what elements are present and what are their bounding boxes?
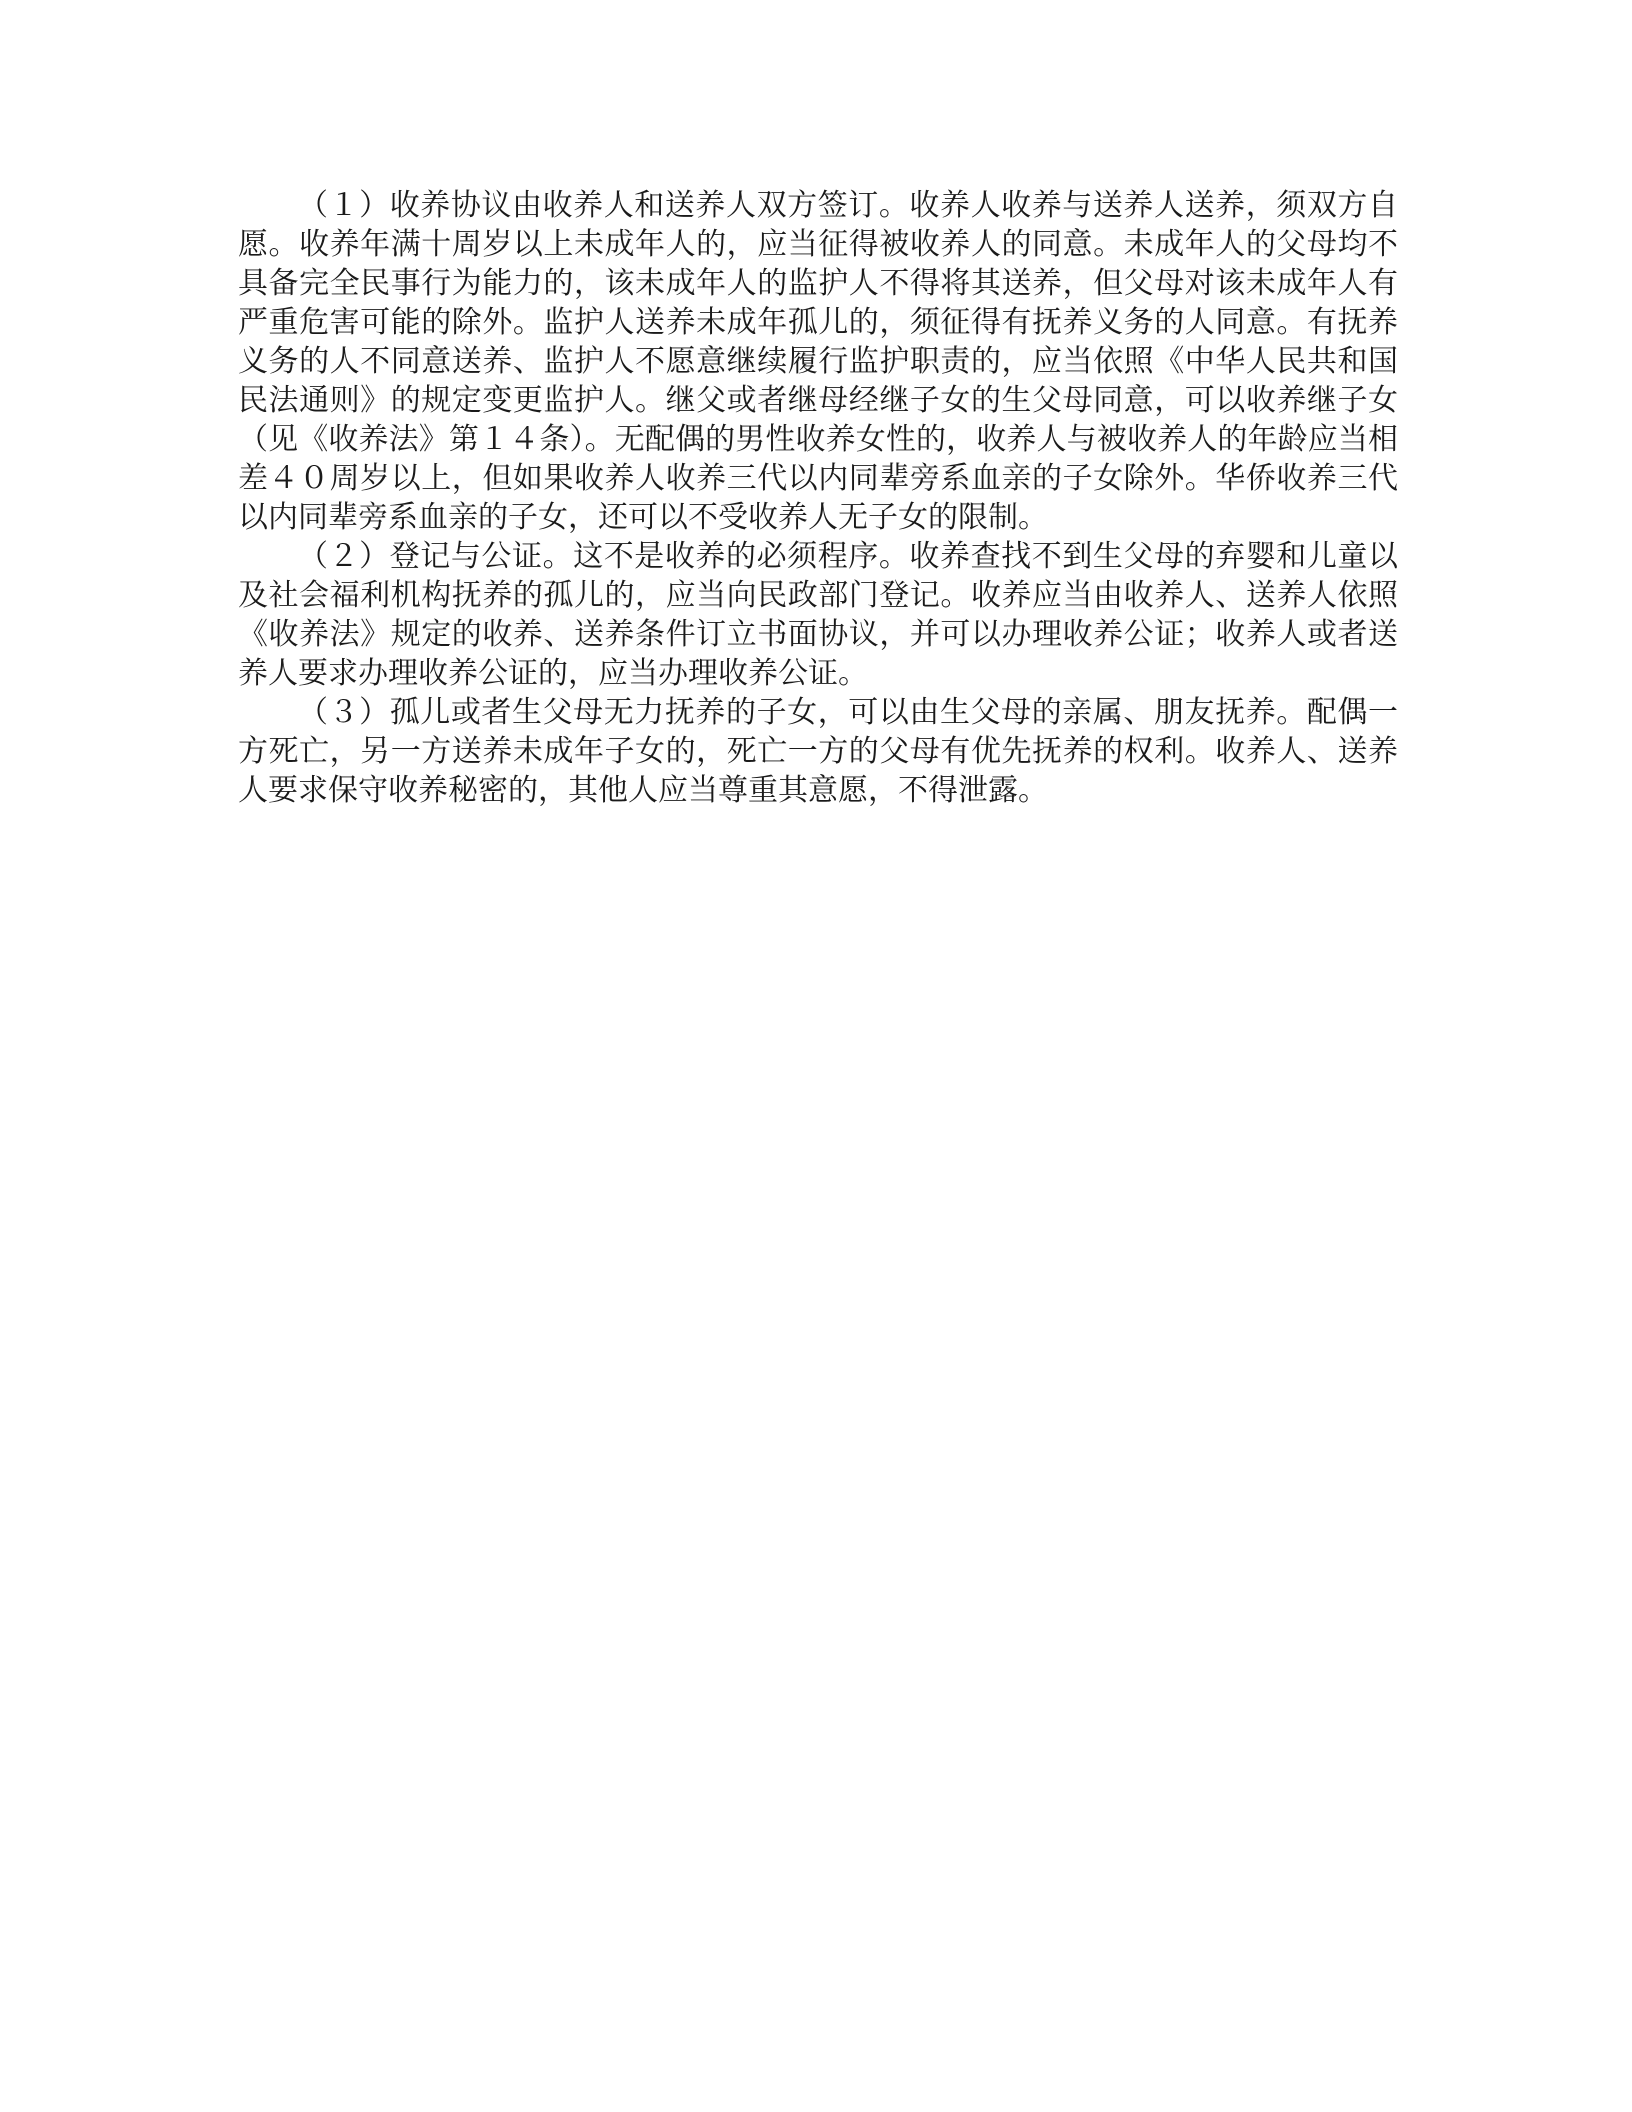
paragraph-3: （３）孤儿或者生父母无力抚养的子女，可以由生父母的亲属、朋友抚养。配偶一方死亡，另一方送养未成年子女的，死亡一方的父母有优先抚养的权利。收养人、送养人要求保守收养秘密的，其他人应当尊重其意愿，不得泄露。 (238, 695, 1398, 808)
paragraph-1: （１）收养协议由收养人和送养人双方签订。收养人收养与送养人送养，须双方自愿。收养年满十周岁以上未成年人的，应当征得被收养人的同意。未成年人的父母均不具备完全民事行为能力的，该未成年人的监护人不得将其送养，但父母对该未成年人有严重危害可能的除外。监护人送养未成年孤儿的，须征得有抚养义务的人同意。有抚养义务的人不同意送养、监护人不愿意继续履行监护职责的，应当依照《中华人民共和国民法通则》的规定变更监护人。继父或者继母经继子女的生父母同意，可以收养继子女（见《收养法》第１４条）。无配偶的男性收养女性的，收养人与被收养人的年龄应当相差４０周岁以上，但如果收养人收养三代以内同辈旁系血亲的子女除外。华侨收养三代以内同辈旁系血亲的子女，还可以不受收养人无子女的限制。 (238, 188, 1398, 535)
document-body (238, 186, 1398, 810)
paragraph-2: （２）登记与公证。这不是收养的必须程序。收养查找不到生父母的弃婴和儿童以及社会福利机构抚养的孤儿的，应当向民政部门登记。收养应当由收养人、送养人依照《收养法》规定的收养、送养条件订立书面协议，并可以办理收养公证；收养人或者送养人要求办理收养公证的，应当办理收养公证。 (238, 539, 1398, 691)
